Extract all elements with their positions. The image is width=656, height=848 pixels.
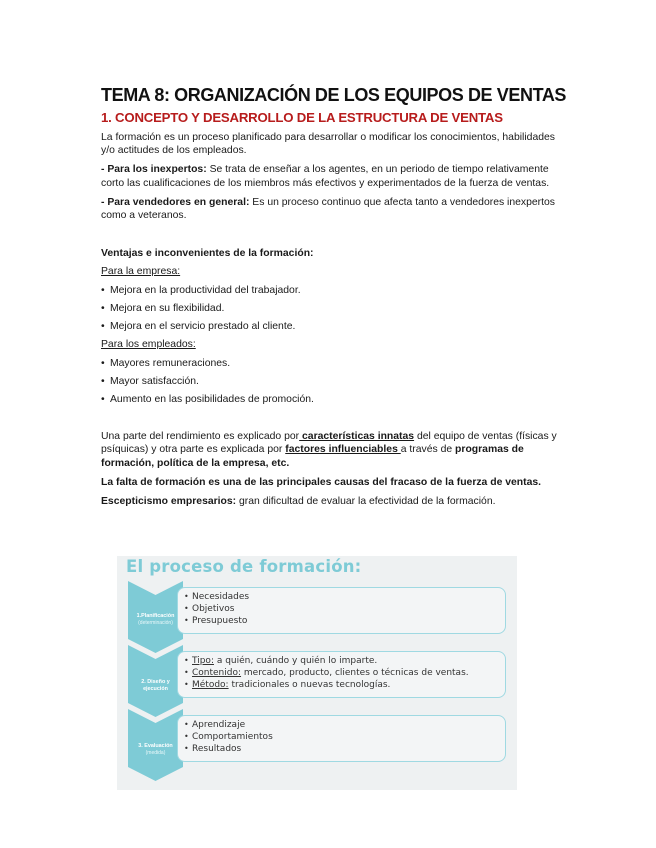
inexpertos-paragraph: [101, 163, 561, 189]
list-item: • Presupuesto: [184, 615, 249, 627]
step-2-label: 2. Diseño y ejecución: [141, 679, 170, 692]
step-1-box: [177, 587, 506, 634]
rendimiento-t1: Una parte del rendimiento es explicado por: [101, 431, 300, 443]
inexpertos-text: Se trata de enseñar a los agentes, en un periodo de tiempo relativamente corto las cualificaciones de los miembros más efectivos y experimentados de la fuerza de ventas.: [101, 164, 550, 189]
falta-paragraph: [101, 476, 561, 489]
diagram-title: El proceso de formación:: [126, 557, 362, 576]
list-item: • Mejora en la productividad del trabajador.: [101, 284, 561, 297]
process-diagram: [117, 556, 517, 790]
list-item: • Necesidades: [184, 591, 249, 603]
list-item: • Método: tradicionales o nuevas tecnologías.: [184, 679, 469, 691]
section-subtitle: 1. CONCEPTO Y DESARROLLO DE LA ESTRUCTURA DE VENTAS: [101, 110, 503, 125]
list-item: • Contenido: mercado, producto, clientes o técnicas de ventas.: [184, 667, 469, 679]
step-3-box: [177, 715, 506, 762]
inexpertos-label: - Para los inexpertos:: [101, 164, 207, 176]
list-item: • Tipo: a quién, cuándo y quién lo imparte.: [184, 655, 469, 667]
general-paragraph: [101, 196, 561, 222]
empleados-list: [101, 357, 561, 406]
page-title: TEMA 8: ORGANIZACIÓN DE LOS EQUIPOS DE VENTAS: [101, 85, 567, 105]
step-1-chevron: [128, 581, 183, 653]
step-3-label: 3. Evaluación: [138, 743, 173, 749]
caracteristicas-innatas: características innatas: [299, 431, 415, 443]
empleados-label: Para los empleados:: [101, 339, 196, 351]
list-item: • Aprendizaje: [184, 719, 273, 731]
step-2-chevron: [128, 645, 183, 717]
document-page: [101, 84, 567, 508]
rendimiento-t3: a través de: [400, 444, 456, 456]
list-item: • Resultados: [184, 743, 273, 755]
rendimiento-t2: del equipo de ventas (físicas y psíquicas) y otra parte es explicada por: [101, 431, 557, 456]
step-1-sub: (determinación): [138, 620, 173, 626]
step-3-sub: (medida): [145, 750, 166, 756]
list-item: • Mayores remuneraciones.: [101, 357, 561, 370]
escepticismo-label: Escepticismo empresarios:: [101, 496, 237, 508]
step-3-chevron: [128, 709, 183, 781]
escepticismo-text: gran dificultad de evaluar la efectividad de la formación.: [236, 496, 496, 508]
list-item: • Mejora en su flexibilidad.: [101, 302, 561, 315]
falta-text: La falta de formación es una de las principales causas del fracaso de la fuerza de ventas.: [101, 476, 542, 488]
list-item: • Mayor satisfacción.: [101, 375, 561, 388]
escepticismo-paragraph: [101, 495, 561, 508]
list-item: • Comportamientos: [184, 731, 273, 743]
rendimiento-paragraph: [101, 430, 561, 470]
intro-paragraph: La formación es un proceso planificado para desarrollar o modificar los conocimientos, habilidades y/o actitudes de los empleados.: [101, 132, 555, 157]
empresa-list: [101, 284, 561, 333]
general-text: Es un proceso continuo que afecta tanto a vendedores inexpertos como a veteranos.: [101, 196, 555, 222]
empresa-label: Para la empresa:: [101, 266, 181, 278]
list-item: • Objetivos: [184, 603, 249, 615]
factores-influenciables: factores influenciables: [285, 444, 401, 456]
step-2-box: [177, 651, 506, 698]
rendimiento-bold: programas de formación, política de la empresa, etc.: [101, 444, 524, 469]
list-item: • Mejora en el servicio prestado al cliente.: [101, 320, 561, 333]
list-item: • Aumento en las posibilidades de promoción.: [101, 393, 561, 406]
general-label: - Para vendedores en general:: [101, 196, 250, 208]
step-1-label: 1.Planificación: [136, 613, 175, 619]
ventajas-heading: Ventajas e inconvenientes de la formación:: [101, 248, 314, 260]
